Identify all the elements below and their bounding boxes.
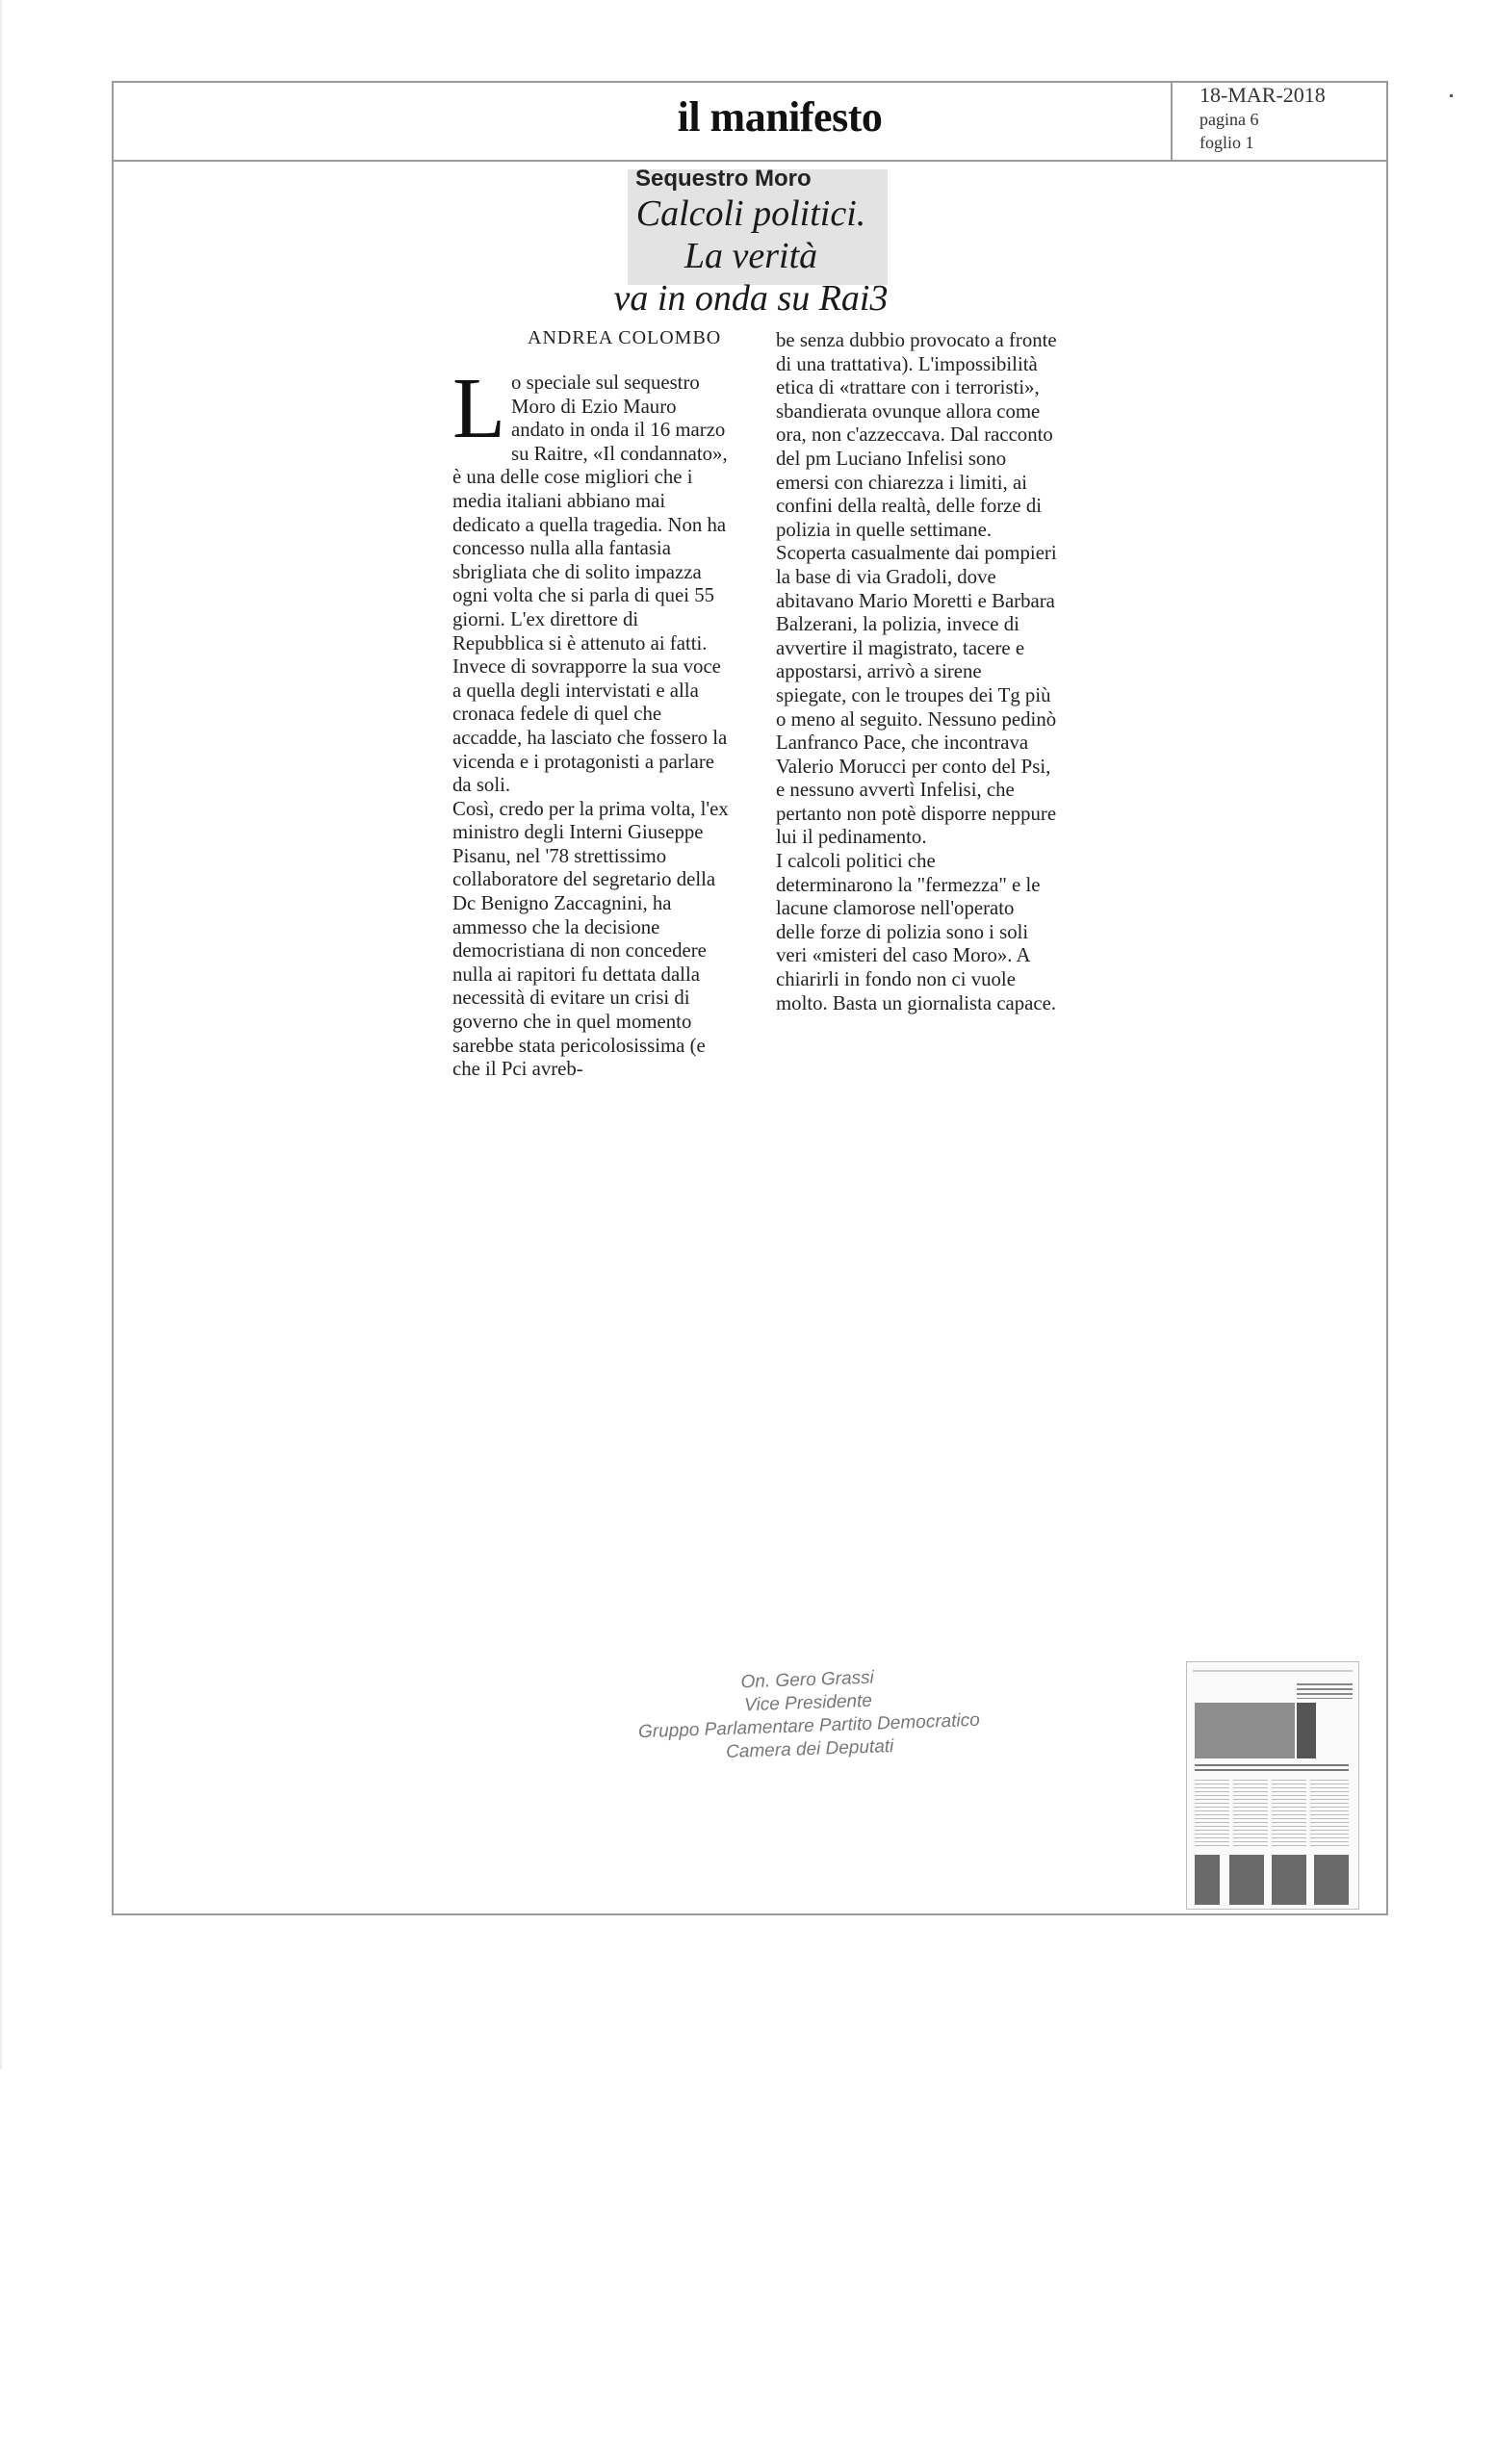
signature-group: Gruppo Parlamentare Partito Democratico [637, 1709, 981, 1743]
masthead: il manifesto [677, 93, 883, 141]
signature-role: Vice Presidente [743, 1690, 873, 1716]
signature-chamber: Camera dei Deputati [725, 1735, 894, 1763]
paragraph: be senza dubbio provocato a fronte di una trattativa). L'impossibilità etica di «trattare con i terroristi», sbandierata ovunque allora come ora, non c'azzeccava. Dal racconto del pm Luciano Infelisi sono emersi con chiarezza i limiti, ai confini della realtà, delle forze di polizia in quelle settimane. Scoperta casualmente dai pompieri la base di via Gradoli, dove abitavano Mario Moretti e Barbara Balzerani, la polizia, invece di avvertire il magistrato, tacere e appostarsi, arrivò a sirene spiegate, con le troupes dei Tg più o meno al seguito. Nessuno pedinò Lanfranco Pace, che incontrava Valerio Morucci per conto del Psi, e nessuno avvertì Infelisi, che pertanto non potè disporre neppure lui il pedinamento. [776, 329, 1057, 849]
article-column-2 [776, 329, 1057, 1015]
paragraph [452, 361, 734, 798]
clipping-frame [112, 81, 1388, 1915]
thumbnail-photo-side [1297, 1703, 1316, 1758]
thumbnail-text-column [1233, 1780, 1268, 1847]
drop-cap: L [452, 361, 505, 456]
paragraph-text: o speciale sul sequestro Moro di Ezio Mauro andato in onda il 16 marzo su Raitre, «Il condannato», è una delle cose migliori che i media italiani abbiano mai dedicato a quella tragedia. Non ha concesso nulla alla fantasia sbrigliata che di solito impazza ogni volta che si parla di quei 55 giorni. L'ex direttore di Repubblica si è attenuto ai fatti. Invece di sovrapporre la sua voce a quella degli intervistati e alla cronaca fedele di quel che accadde, ha lasciato che fossero la vicenda e i protagonisti a parlare da soli. [452, 372, 728, 797]
thumbnail-title [1297, 1683, 1353, 1699]
thumbnail-text-column [1272, 1780, 1306, 1847]
headline-line-1: Calcoli politici. [635, 193, 866, 234]
signature-stamp [595, 1661, 1021, 1768]
date-box [1171, 81, 1388, 162]
thumbnail-dark-block [1314, 1855, 1349, 1905]
scan-speck [1450, 94, 1453, 97]
headline-line-2: La verità [684, 236, 818, 276]
thumbnail-photo [1195, 1703, 1295, 1758]
byline: ANDREA COLOMBO [528, 327, 722, 348]
signature-name: On. Gero Grassi [740, 1667, 875, 1693]
date: 18-MAR-2018 [1199, 83, 1326, 107]
thumbnail-dark-block [1272, 1855, 1306, 1905]
thumbnail-subtitle [1195, 1764, 1349, 1774]
thumbnail-header-line [1193, 1670, 1353, 1672]
page-thumbnail-icon [1186, 1661, 1359, 1910]
headline [578, 192, 924, 320]
article-column-1 [452, 361, 734, 1082]
thumbnail-dark-block [1195, 1855, 1220, 1905]
paragraph: Così, credo per la prima volta, l'ex ministro degli Interni Giuseppe Pisanu, nel '78 strettissimo collaboratore del segretario della Dc Benigno Zaccagnini, ha ammesso che la decisione democristiana di non concedere nulla ai rapitori fu dettata dalla necessità di evitare un crisi di governo che in quel momento sarebbe stata pericolosissima (e che il Pci avreb- [452, 797, 729, 1081]
thumbnail-dark-block [1229, 1855, 1264, 1905]
sheet-number: foglio 1 [1199, 133, 1254, 152]
scan-edge [0, 0, 2, 2069]
paragraph: I calcoli politici che determinarono la "fermezza" e le lacune clamorose nell'operato delle forze di polizia sono i soli veri «misteri del caso Moro». A chiarirli in fondo non ci vuole molto. Basta un giornalista capace. [776, 850, 1057, 1014]
kicker: Sequestro Moro [635, 166, 812, 192]
thumbnail-text-column [1195, 1780, 1229, 1847]
thumbnail-text-column [1310, 1780, 1349, 1847]
headline-line-3: va in onda su Rai3 [613, 278, 889, 319]
page-number: pagina 6 [1199, 110, 1259, 129]
